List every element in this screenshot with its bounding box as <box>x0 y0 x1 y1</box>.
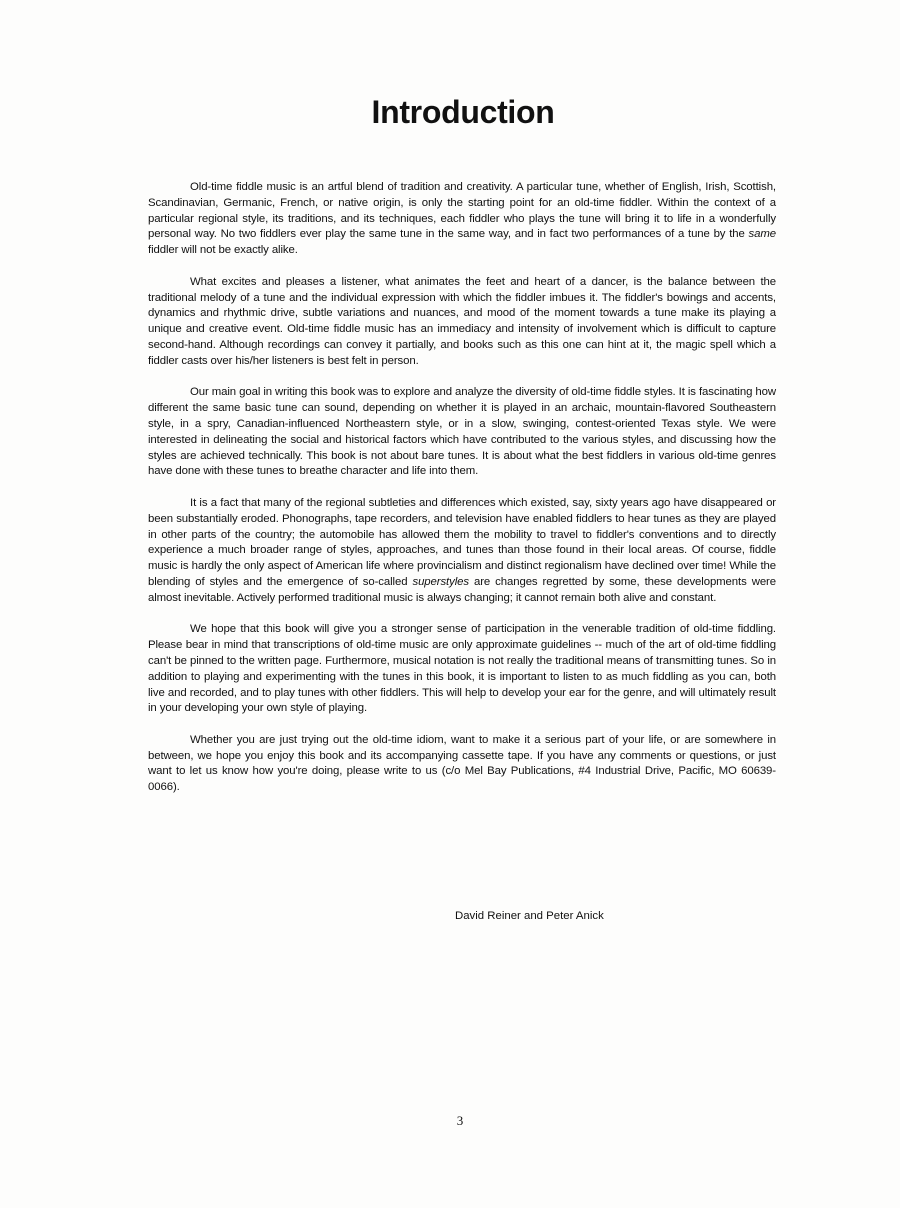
emphasis-text: superstyles <box>412 575 469 588</box>
page-number: 3 <box>456 1113 464 1128</box>
paragraph <box>148 622 776 717</box>
text-run: Our main goal in writing this book was to explore and analyze the diversity of old-time fiddle styles. It is fascinating how different the same basic tune can sound, depending on whether it is played in an archaic, mountain-flavored Southeastern style, in a spry, Canadian-influenced Northeastern style, or in a slow, swinging, contest-oriented Texas style. We were interested in delineating the social and historical factors which have contributed to the various styles, and discussing how the styles are achieved technically. This book is not about bare tunes. It is about what the best fiddlers in various old-time genres have done with these tunes to breathe character and life into them. <box>148 386 776 478</box>
text-run: We hope that this book will give you a stronger sense of participation in the venerable tradition of old-time fiddling. Please bear in mind that transcriptions of old-time music are only approximate guidelines -- much of the art of old-time fiddling can't be pinned to the written page. Furthermore, musical notation is not really the traditional means of transmitting tunes. So in addition to playing and experimenting with the tunes in this book, it is important to listen to as much fiddling as you can, both live and recorded, and to play tunes with other fiddlers. This will help to develop your ear for the genre, and will ultimately result in your developing your own style of playing. <box>148 623 776 715</box>
text-run: Whether you are just trying out the old-time idiom, want to make it a serious part of your life, or are somewhere in between, we hope you enjoy this book and its accompanying cassette tape. If you have any comments or questions, or just want to let us know how you're doing, please write to us (c/o Mel Bay Publications, #4 Industrial Drive, Pacific, MO 60639-0066). <box>148 733 776 794</box>
text-run: What excites and pleases a listener, what animates the feet and heart of a dancer, is the balance between the traditional melody of a tune and the individual expression with which the fiddler imbues it. The fiddler's bowings and accents, dynamics and rhythmic drive, subtle variations and nuances, and mood of the moment towards a tune make its playing a unique and creative event. Old-time fiddle music has an immediacy and intensity of involvement which is difficult to capture second-hand. Although recordings can convey it partially, and books such as this one can hint at it, the magic spell which a fiddler casts over his/her listeners is best felt in person. <box>148 275 776 367</box>
text-run: Old-time fiddle music is an artful blend of tradition and creativity. A particular tune, whether of English, Irish, Scottish, Scandinavian, Germanic, French, or native origin, is only the starting point for an old-time fiddler. Within the context of a particular regional style, its traditions, and its techniques, each fiddler who plays the tune will bring it to life in a wonderfully personal way. No two fiddlers ever play the same tune in the same way, and in fact two performances of a tune by the <box>148 181 776 241</box>
paragraph <box>148 275 776 370</box>
body-text <box>148 180 776 796</box>
paragraph <box>148 180 776 259</box>
author-signature: David Reiner and Peter Anick <box>455 910 604 922</box>
page-title: Introduction <box>371 94 555 130</box>
emphasis-text: same <box>748 228 776 241</box>
paragraph <box>148 496 776 607</box>
text-run: are changes regretted by some, these developments were almost inevitable. Actively performed traditional music is always changing; it cannot remain both alive and constant. <box>148 575 776 604</box>
text-run: fiddler will not be exactly alike. <box>148 244 298 257</box>
text-run: It is a fact that many of the regional subtleties and differences which existed, say, sixty years ago have disappeared or been substantially eroded. Phonographs, tape recorders, and television have enabled fiddlers to hear tunes as they are played in other parts of the country; the automobile has allowed them the mobility to travel to fiddler's conventions and to directly experience a much broader range of styles, approaches, and tunes than those found in their local areas. Of course, fiddle music is hardly the only aspect of American life where provincialism and distinct regionalism have declined over time! While the blending of styles and the emergence of so-called <box>148 496 776 588</box>
paragraph <box>148 733 776 796</box>
paragraph <box>148 385 776 480</box>
